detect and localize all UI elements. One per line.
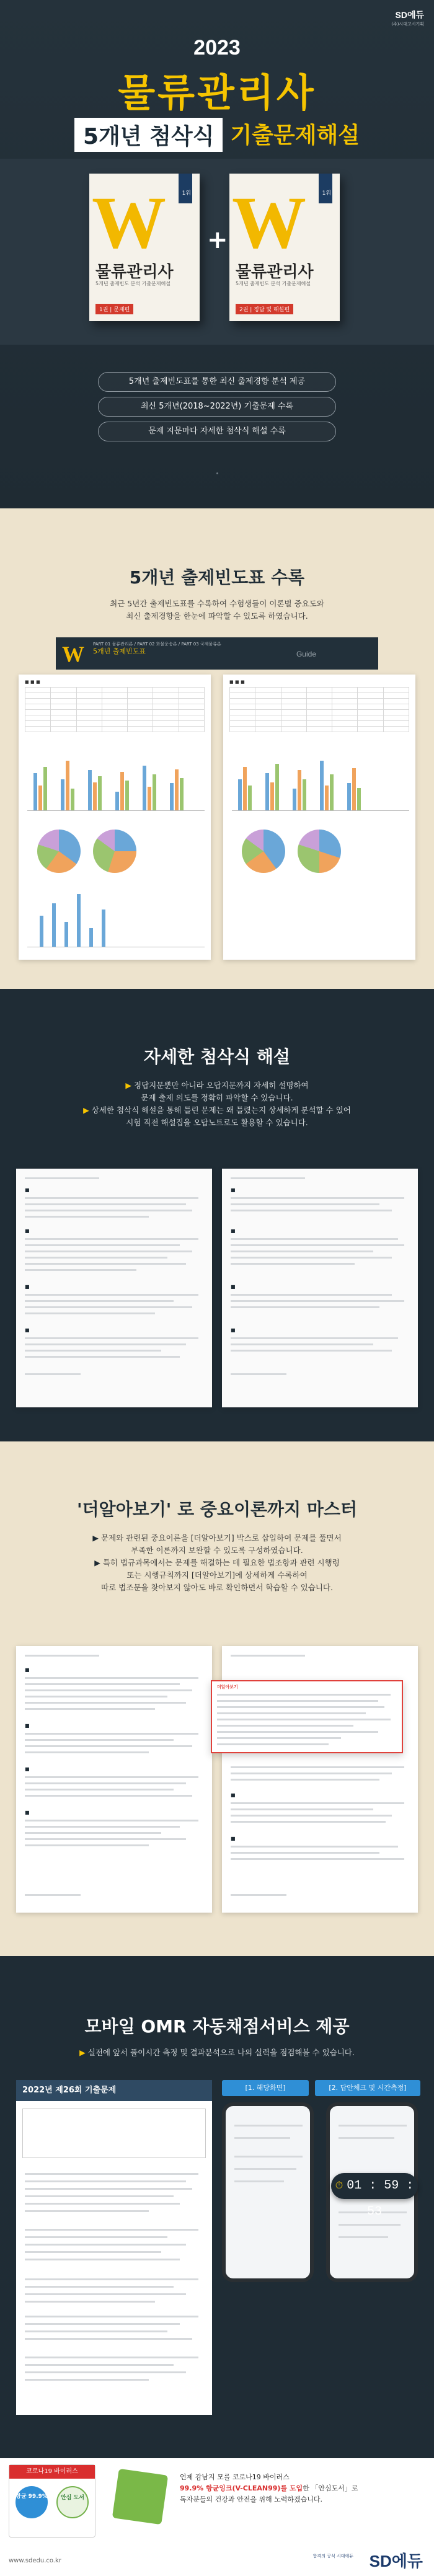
sample-pie-chart: [298, 830, 341, 873]
question-number: ■: [25, 1667, 30, 1673]
bullet-text: 부족한 이론까지 보완할 수 있도록 구성하였습니다.: [131, 1546, 303, 1555]
bullet-text: 또는 시행규칙까지 [더알아보기]에 상세하게 수록하여: [126, 1570, 308, 1580]
question-number: ■: [25, 1284, 30, 1290]
theory-section: [0, 1441, 434, 1956]
description-line: 최근 5년간 출제빈도표를 수록하여 수험생들이 이론별 중요도와: [110, 599, 324, 608]
timer-value: 01 : 59 : 53: [347, 2179, 414, 2219]
book-cube-icon: [112, 2469, 168, 2525]
description-line: 최신 출제경향을 한눈에 파악할 수 있도록 하였습니다.: [126, 611, 308, 621]
screen-tag: [2. 답안체크 및 시간측정]: [315, 2080, 420, 2096]
more-info-box: [211, 1680, 403, 1753]
feature-pill: 최신 5개년(2018~2022년) 기출문제 수록: [98, 397, 336, 417]
bullet-block: [0, 2047, 434, 2059]
w-logo-icon: W: [232, 181, 306, 263]
question-number: ■: [25, 1810, 30, 1815]
hero-subtitle-b: 기출문제해설: [230, 123, 360, 148]
question-number: ■: [231, 1228, 236, 1234]
question-number: ■: [231, 1792, 236, 1798]
bullet-text: 상세한 첨삭식 해설을 통해 틀린 문제는 왜 틀렸는지 상세하게 분석할 수 있어: [91, 1105, 351, 1115]
bullet-text: 문제와 관련된 중요이론을 [더알아보기] 박스로 삽입하여 문제를 풀면서: [100, 1533, 342, 1543]
plus-icon: +: [207, 226, 228, 254]
question-number: ■: [25, 1766, 30, 1772]
covid-badge-box: [9, 2464, 95, 2538]
question-number: ■: [231, 1836, 236, 1841]
notice-text: [180, 2472, 428, 2505]
book-cover-1[interactable]: [89, 174, 200, 321]
question-number: ■: [25, 1327, 30, 1333]
banner-small-text: PART 01 물류관리론 / PART 02 화물운송론 / PART 03 국제물류론: [93, 642, 221, 647]
book-title: 물류관리사: [95, 263, 174, 281]
footer: [0, 2545, 434, 2576]
covid-badge-title: 코로나19 바이러스: [9, 2465, 95, 2479]
section-description: [0, 598, 434, 622]
sample-table-title: ■ ■ ■: [25, 679, 40, 684]
book-volume: 2권 | 정답 및 해설편: [236, 304, 293, 314]
arrow-icon: ▶: [83, 1105, 92, 1115]
brand-subtitle: (주)시대고시기획: [391, 22, 424, 27]
sample-pie-chart: [37, 830, 81, 873]
bullet-text: 시험 직전 해설집을 오답노트로도 활용할 수 있습니다.: [126, 1118, 308, 1127]
hero-subtitle-a: 5개년 첨삭식: [74, 118, 223, 152]
section-heading: 모바일 OMR 자동채점서비스 제공: [84, 2016, 350, 2037]
arrow-icon: ▶: [92, 1533, 101, 1543]
timer-display: [331, 2173, 418, 2219]
book-volume: 1권 | 문제편: [95, 304, 133, 314]
divider-dot: [216, 472, 218, 474]
sample-table: [229, 687, 409, 732]
question-number: ■: [231, 1284, 236, 1290]
hero-title: 물류관리사: [118, 70, 316, 115]
omr-answer-sheet[interactable]: [16, 2080, 212, 2415]
section-heading: '더알아보기' 로 중요이론까지 마스터: [76, 1499, 358, 1520]
bullet-text: 따로 법조문을 찾아보지 않아도 바로 확인하면서 학습할 수 있습니다.: [101, 1583, 333, 1592]
arrow-icon: ▶: [94, 1558, 103, 1567]
sample-table-title: ■ ■ ■: [229, 679, 245, 684]
omr-card-title: 2022년 제26회 기출문제: [16, 2080, 212, 2101]
notice-line: 독자분들의 건강과 안전을 위해 노력하겠습니다.: [180, 2495, 323, 2503]
hero-year: 2023: [193, 36, 241, 60]
hero-section: [0, 0, 434, 508]
sample-bar-chart: [232, 749, 409, 811]
sample-page-left: [16, 1169, 212, 1407]
question-number: ■: [25, 1723, 30, 1728]
sample-page-left: [19, 675, 211, 960]
feature-pill: 문제 지문마다 자세한 첨삭식 해설 수록: [98, 422, 336, 441]
notice-line: 언제 감남지 모를 코로나19 바이러스: [180, 2473, 290, 2481]
rank-mark: 1위: [182, 190, 191, 197]
section-heading: 5개년 출제빈도표 수록: [129, 567, 305, 588]
feature-pill: 5개년 출제빈도표를 통한 최신 출제경향 분석 제공: [98, 372, 336, 392]
notice-line: 한 「안심도서」로: [303, 2484, 358, 2492]
clock-icon: ⏱: [335, 2180, 343, 2192]
omr-grid[interactable]: [22, 2109, 206, 2158]
footer-url[interactable]: www.sdedu.co.kr: [9, 2557, 61, 2564]
bullet-block: [0, 1079, 434, 1129]
footer-logo[interactable]: SD에듀: [369, 2552, 423, 2570]
sample-bar-chart: [27, 885, 205, 947]
book-title: 물류관리사: [236, 263, 314, 281]
sample-bar-chart: [27, 749, 205, 811]
sample-pie-chart: [93, 830, 136, 873]
bullet-text: 정답지문뿐만 아니라 오답지문까지 자세히 설명하여: [134, 1081, 309, 1090]
brand[interactable]: [391, 9, 424, 27]
bullet-block: [0, 1532, 434, 1594]
guide-banner: [56, 637, 378, 670]
banner-title: 5개년 출제빈도표: [93, 647, 146, 655]
screen-tag: [1. 해당화면]: [222, 2080, 309, 2096]
explanation-section: [0, 989, 434, 1441]
question-number: ■: [25, 1228, 30, 1234]
footer-tagline: 합격의 공식 시대에듀: [312, 2554, 353, 2559]
question-number: ■: [25, 1187, 30, 1193]
book-subtitle: 5개년 출제빈도 분석 기출문제해설: [236, 281, 311, 286]
sample-page-left: [16, 1646, 212, 1913]
sample-pie-chart: [242, 830, 285, 873]
sample-table: [25, 687, 205, 732]
banner-guide: Guide: [296, 650, 316, 658]
frequency-section: [0, 508, 434, 989]
arrow-icon: ▶: [79, 2048, 88, 2057]
rank-mark: 1위: [322, 190, 331, 197]
w-logo-icon: W: [62, 642, 84, 666]
brand-logo: SD에듀: [395, 10, 424, 20]
safe-book-badge: 안심 도서: [56, 2486, 89, 2518]
bullet-text: 실전에 앞서 풀이시간 측정 및 결과분석으로 나의 실력을 점검해볼 수 있습니다.: [87, 2048, 355, 2057]
antibacterial-badge: 항균 99.9%: [16, 2486, 48, 2518]
phone-previews: [222, 2080, 420, 2415]
notice-highlight: 99.9% 항균잉크(V-CLEAN99)를 도입: [180, 2484, 303, 2492]
sample-page-right: [223, 675, 415, 960]
omr-section: [0, 1956, 434, 2458]
w-logo-icon: W: [92, 181, 166, 263]
phone-mockup[interactable]: [222, 2102, 314, 2282]
sample-page-right: [222, 1169, 418, 1407]
question-number: ■: [231, 1187, 236, 1193]
arrow-icon: ▶: [125, 1081, 135, 1090]
section-heading: 자세한 첨삭식 해설: [144, 1047, 290, 1067]
hero-subtitle-row: [0, 118, 434, 152]
book-cover-2[interactable]: [229, 174, 340, 321]
bullet-text: 문제 출제 의도를 정확히 파악할 수 있습니다.: [141, 1093, 293, 1102]
question-number: ■: [231, 1327, 236, 1333]
more-info-title: 더알아보기: [217, 1684, 238, 1689]
covid-notice: [0, 2458, 434, 2545]
bullet-text: 특히 법규과목에서는 문제를 해결하는 데 필요한 법조항과 관련 시행령: [102, 1558, 340, 1567]
book-subtitle: 5개년 출제빈도 분석 기출문제해설: [95, 281, 170, 286]
